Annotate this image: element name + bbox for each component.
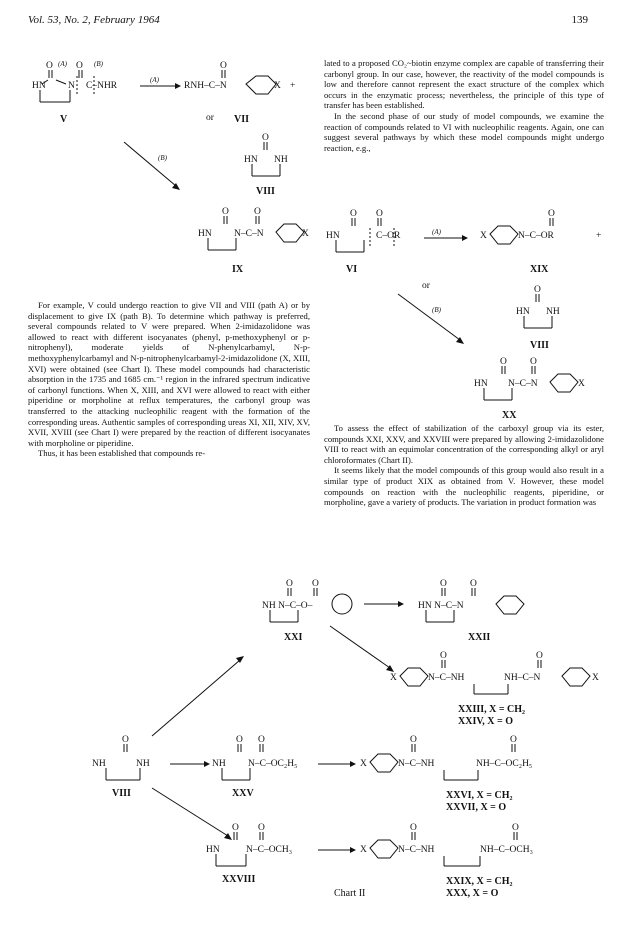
atom-o: O bbox=[470, 579, 477, 589]
atom-hn: HN bbox=[474, 379, 488, 389]
paragraph: For example, V could undergo reaction to give VII and VIII (path A) or by displacement to give IX (path B). To determine which pathway is preferred, several compounds related to V were prepared. When 2-imidazolidone was allowed to react with different isocyanates (phenyl, p-methoxyphenyl or p-nitrophenyl), moderate yields of N-phenylcarbamyl, N-p-methoxyphenylcarbamyl and N-p-nitrophenylcarbamyl-2-imidazolidone (X, XIII, XVI) were obtained (see Chart I). These model compounds had characteristic absorption in the 1735 and 1685 cm.⁻¹ region in the infrared spectrum indicative of carbonyl functions. When X, XIII, and XVI were allowed to react with either piperidine or morpholine at reflux temperatures, the carbonyl group was transferred to the attacking nucleophilic reagent with the formation of the corresponding ureas. Authentic samples of corresponding ureas XI, XII, XIV, XV, XVII, XVIII (see Chart I) were prepared by the reaction of different isocyanates with morpholine or piperidine. bbox=[28, 300, 310, 448]
chart-ii-xxviii bbox=[206, 823, 356, 885]
plus-sign: + bbox=[596, 231, 602, 241]
label-xxiii: XXIII, X = CH₂ bbox=[458, 704, 526, 715]
or-text: or bbox=[206, 113, 214, 123]
atom-o: O bbox=[262, 133, 269, 143]
chart-ii-xxix bbox=[360, 823, 533, 899]
atom-o: O bbox=[258, 735, 265, 745]
label-xxv: XXV bbox=[232, 788, 254, 799]
xxix-right: NH–C–OCH₃ bbox=[480, 845, 533, 855]
atom-o: O bbox=[254, 207, 261, 217]
left-column-text bbox=[28, 300, 310, 459]
xx-formula: N–C–N bbox=[508, 379, 538, 389]
label-viii: VIII bbox=[112, 788, 131, 799]
label-viii: VIII bbox=[256, 186, 275, 197]
phenyl-ring bbox=[332, 594, 352, 614]
label-xx: XX bbox=[502, 410, 517, 421]
atom-o: O bbox=[76, 61, 83, 71]
atom-x: X bbox=[274, 81, 281, 91]
atom-o: O bbox=[536, 651, 543, 661]
atom-nh: NH bbox=[136, 759, 150, 769]
xxviii-formula: N–C–OCH₃ bbox=[246, 845, 293, 855]
arrow-label-b: (B) bbox=[432, 306, 441, 314]
atom-nh: NH bbox=[212, 759, 226, 769]
arrow-label-b: (B) bbox=[158, 154, 167, 162]
xxvi-right: NH–C–OC₂H₅ bbox=[476, 759, 533, 769]
xxix-left: N–C–NH bbox=[398, 845, 435, 855]
arrow-path-a bbox=[140, 76, 181, 89]
chart-ii-xxii bbox=[418, 579, 524, 643]
compound-xix-structure bbox=[422, 209, 601, 291]
compound-viii-right-structure bbox=[516, 285, 560, 351]
compound-viii-structure bbox=[244, 133, 288, 197]
atom-o: O bbox=[232, 823, 239, 833]
atom-o: O bbox=[512, 823, 519, 833]
paragraph: To assess the effect of stabilization of the carboxyl group via its ester, compounds XXI, XXV, and XXVIII were prepared by allowing 2-imidazolidone VIII to react with an equimolar concentration of the corresponding alkyl or aryl chloroformates (Chart II). bbox=[324, 423, 604, 465]
atom-o: O bbox=[286, 579, 293, 589]
atom-n: N bbox=[68, 81, 75, 91]
label-xxiv: XXIV, X = O bbox=[458, 716, 513, 727]
atom-o: O bbox=[500, 357, 507, 367]
arrow-label-a: (A) bbox=[432, 228, 441, 236]
xix-formula: N–C–OR bbox=[518, 231, 554, 241]
right-column-mid-text bbox=[324, 423, 604, 508]
xxvi-left: N–C–NH bbox=[398, 759, 435, 769]
label-vi: VI bbox=[346, 264, 358, 275]
atom-o: O bbox=[46, 61, 53, 71]
label-xxii: XXII bbox=[468, 632, 491, 643]
paragraph: Thus, it has been established that compounds re- bbox=[38, 448, 206, 459]
vii-formula: RNH–C–N bbox=[184, 81, 227, 91]
arrow-path-b-right bbox=[398, 294, 464, 344]
atom-o: O bbox=[440, 579, 447, 589]
atom-o: O bbox=[312, 579, 319, 589]
chart-ii-xxvi bbox=[360, 735, 532, 813]
atom-nh: NH bbox=[274, 155, 288, 165]
label-v: V bbox=[60, 114, 68, 125]
atom-hn: HN bbox=[516, 307, 530, 317]
atom-nh: NH bbox=[92, 759, 106, 769]
atom-x: X bbox=[390, 673, 397, 683]
atom-x: X bbox=[360, 759, 367, 769]
urea-left: N–C–NH bbox=[428, 673, 465, 683]
atom-nh: NH bbox=[546, 307, 560, 317]
chart-ii-caption: Chart II bbox=[334, 888, 366, 899]
atom-o: O bbox=[220, 61, 227, 71]
atom-o: O bbox=[410, 735, 417, 745]
journal-header: Vol. 53, No. 2, February 1964 bbox=[28, 14, 160, 26]
atom-x: X bbox=[302, 229, 309, 239]
arrow-path-b bbox=[124, 142, 180, 190]
atom-hn: HN bbox=[32, 81, 46, 91]
xxi-formula: NH N–C–O– bbox=[262, 601, 313, 611]
or-text: or bbox=[422, 281, 430, 291]
atom-o: O bbox=[376, 209, 383, 219]
label-xxix: XXIX, X = CH₂ bbox=[446, 876, 513, 887]
label-vii: VII bbox=[234, 114, 250, 125]
chart-ii-xxi bbox=[262, 579, 404, 643]
atom-x: X bbox=[578, 379, 585, 389]
chart-ii-xxiii bbox=[390, 651, 599, 727]
xxii-formula: HN N–C–N bbox=[418, 601, 464, 611]
atom-o: O bbox=[440, 651, 447, 661]
atom-x: X bbox=[360, 845, 367, 855]
atom-o: O bbox=[122, 735, 129, 745]
bond-label-a: (A) bbox=[58, 60, 67, 68]
atom-o: O bbox=[530, 357, 537, 367]
label-viii: VIII bbox=[530, 340, 549, 351]
label-xxi: XXI bbox=[284, 632, 303, 643]
atom-o: O bbox=[258, 823, 265, 833]
atom-o: O bbox=[534, 285, 541, 295]
vi-formula: C–OR bbox=[376, 231, 401, 241]
atom-hn: HN bbox=[326, 231, 340, 241]
label-xxviii: XXVIII bbox=[222, 874, 256, 885]
label-xix: XIX bbox=[530, 264, 549, 275]
paragraph: It seems likely that the model compounds of this group would also result in a similar type of product XIX as obtained from V. However, these model compounds on reaction with the nucleophilic reagents, piperidine, or morpholine, gave a variety of products. The variation in product formation was bbox=[324, 465, 604, 508]
arrow-label-a: (A) bbox=[150, 76, 159, 84]
atom-o: O bbox=[350, 209, 357, 219]
bond-label-b: (B) bbox=[94, 60, 103, 68]
paragraph: lated to a proposed CO₂~biotin enzyme complex are capable of transferring their carbonyl group. In our case, however, the reactivity of the model compounds is low and therefore cannot represent the exact structure of the complex which occurs in the enzymatic process; nevertheless, the principle of this type of transfer has been established. bbox=[324, 58, 604, 111]
atom-o: O bbox=[222, 207, 229, 217]
atom-hn: HN bbox=[198, 229, 212, 239]
right-column-top-text bbox=[324, 58, 604, 153]
compound-vi-structure bbox=[326, 209, 401, 275]
atom-hn: HN bbox=[206, 845, 220, 855]
atom-o: O bbox=[410, 823, 417, 833]
atom-x: X bbox=[592, 673, 599, 683]
atom-o: O bbox=[510, 735, 517, 745]
label-xxx: XXX, X = O bbox=[446, 888, 499, 899]
v-carbonyl-nhr: C–NHR bbox=[86, 81, 118, 91]
chart-ii-xxv bbox=[212, 735, 356, 799]
compound-ix-structure bbox=[198, 207, 309, 275]
compound-v-structure bbox=[32, 60, 118, 125]
arrow-path-a-right bbox=[424, 228, 468, 241]
label-xxvi: XXVI, X = CH₂ bbox=[446, 790, 513, 801]
compound-xx-structure bbox=[474, 357, 585, 421]
atom-o: O bbox=[236, 735, 243, 745]
atom-x: X bbox=[480, 231, 487, 241]
atom-o: O bbox=[548, 209, 555, 219]
label-ix: IX bbox=[232, 264, 244, 275]
page-number: 139 bbox=[571, 14, 588, 26]
compound-vii-structure bbox=[184, 61, 295, 125]
label-xxvii: XXVII, X = O bbox=[446, 802, 507, 813]
xxv-formula: N–C–OC₂H₅ bbox=[248, 759, 298, 769]
paragraph: In the second phase of our study of model compounds, we examine the reaction of compounds related to VI with nucleophilic reagents. Again, one can suggest several pathways by which these model compounds might undergo reaction, e.g., bbox=[324, 110, 604, 153]
ix-formula: N–C–N bbox=[234, 229, 264, 239]
chart-ii-viii bbox=[92, 735, 232, 840]
plus-sign: + bbox=[290, 81, 296, 91]
urea-right: NH–C–N bbox=[504, 673, 541, 683]
atom-hn: HN bbox=[244, 155, 258, 165]
